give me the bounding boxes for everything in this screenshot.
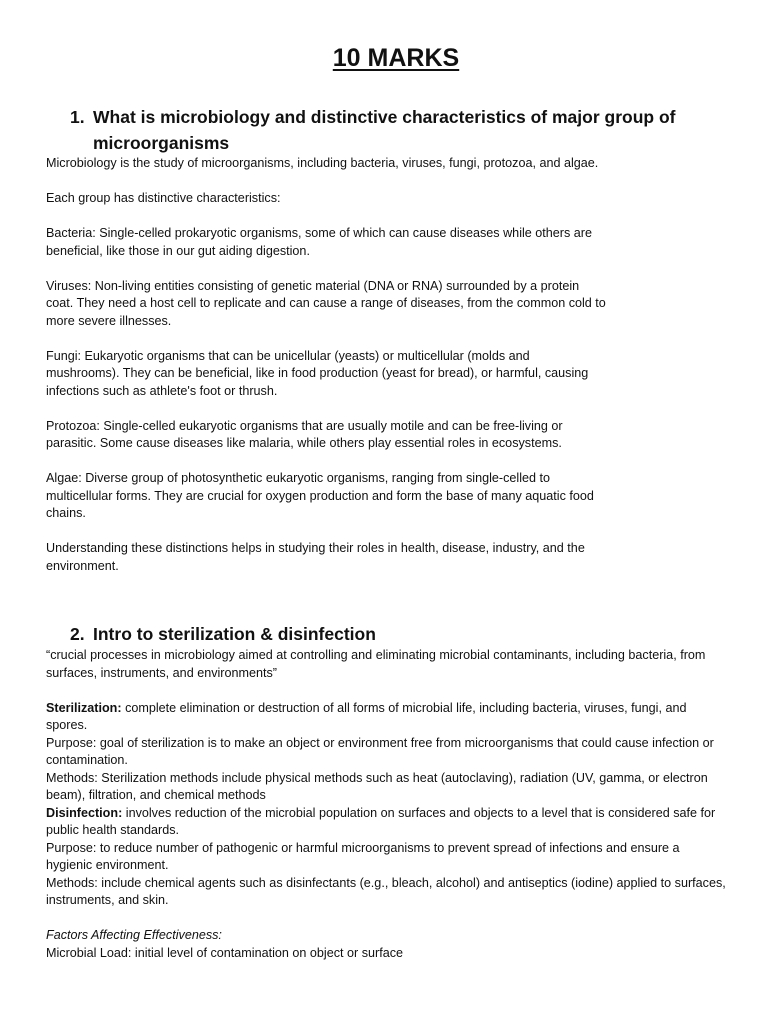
sterilization-text: complete elimination or destruction of all forms of microbial life, including bacteria, viruses, fungi, and spores.: [46, 700, 687, 732]
section-1-number: 1.: [70, 107, 85, 127]
disinfection-label: Disinfection:: [46, 805, 123, 820]
disinfection-purpose: Purpose: to reduce number of pathogenic or harmful microorganisms to prevent spread of infections and ensure a hygienic environment.: [46, 840, 680, 872]
sterilization-definition: [46, 700, 726, 735]
paragraph-characteristics: Each group has distinctive characteristics:: [46, 191, 281, 205]
factors-heading: Factors Affecting Effectiveness:: [46, 928, 222, 942]
paragraph-intro: Microbiology is the study of microorganisms, including bacteria, viruses, fungi, protozoa, and algae.: [46, 156, 599, 170]
disinfection-text: involves reduction of the microbial population on surfaces and objects to a level that is considered safe for public health standards.: [46, 805, 716, 837]
microbial-load: Microbial Load: initial level of contamination on object or surface: [46, 945, 404, 960]
sterilization-label: Sterilization:: [46, 700, 122, 715]
paragraph-bacteria: Bacteria: Single-celled prokaryotic organisms, some of which can cause diseases while others are beneficial, like those in our gut aiding digestion.: [46, 226, 592, 258]
disinfection-methods: Methods: include chemical agents such as disinfectants (e.g., bleach, alcohol) and antiseptics (iodine) applied to surfaces, instruments, and skin.: [46, 875, 726, 907]
sterilization-methods: Methods: Sterilization methods include physical methods such as heat (autoclaving), radiation (UV, gamma, or electron beam), filtration, and chemical methods: [46, 770, 708, 802]
spacer: [46, 910, 726, 928]
spacer: [46, 682, 726, 700]
paragraph-understanding: Understanding these distinctions helps in studying their roles in health, disease, industry, and the environment.: [46, 541, 585, 573]
paragraph-viruses: Viruses: Non-living entities consisting of genetic material (DNA or RNA) surrounded by a protein coat. They need a host cell to replicate and can cause a range of diseases, from the common cold to more severe illnesses.: [46, 278, 606, 328]
section-2-body: [46, 647, 726, 962]
paragraph-algae: Algae: Diverse group of photosynthetic eukaryotic organisms, ranging from single-celled to multicellular forms. They are crucial for oxygen production and form the base of many aquatic food chains.: [46, 471, 594, 520]
definition-quote: “crucial processes in microbiology aimed at controlling and eliminating microbial contaminants, including bacteria, from surfaces, instruments, and environments”: [46, 648, 706, 680]
page-title: 10 MARKS: [332, 44, 460, 72]
section-1-heading: [70, 104, 710, 156]
section-1-body: [46, 155, 606, 593]
section-2-heading-text: Intro to sterilization & disinfection: [93, 624, 376, 644]
sterilization-purpose: Purpose: goal of sterilization is to make an object or environment free from microorganisms that could cause infection or contamination.: [46, 735, 714, 767]
disinfection-definition: [46, 805, 726, 840]
paragraph-protozoa: Protozoa: Single-celled eukaryotic organisms that are usually motile and can be free-living or parasitic. Some cause diseases like malaria, while others play essential roles in ecosystems.: [46, 418, 563, 450]
section-2-number: 2.: [70, 624, 85, 644]
section-1-heading-text: What is microbiology and distinctive characteristics of major group of microorganisms: [93, 107, 676, 153]
paragraph-fungi: Fungi: Eukaryotic organisms that can be unicellular (yeasts) or multicellular (molds and mushrooms). They can be beneficial, like in food production (yeast for bread), or harmful, causing infections such as athlete's foot or thrush.: [46, 348, 589, 398]
section-2-heading: [70, 621, 670, 647]
